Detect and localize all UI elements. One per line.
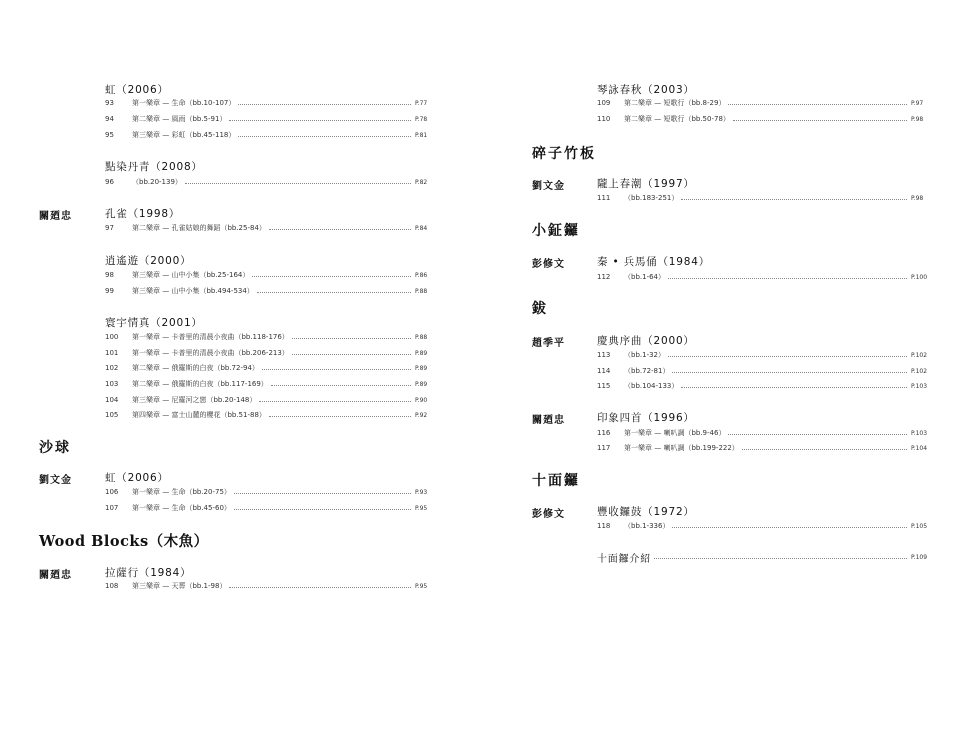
entry-page: P.93 (415, 488, 428, 496)
leader-dots (681, 387, 907, 388)
toc-entry[interactable] (105, 97, 433, 109)
entry-number: 95 (105, 131, 114, 139)
entry-description: 第二樂章 — 風雨（bb.5-91） (132, 115, 227, 123)
work-title: 印象四首（1996） (597, 412, 695, 424)
entry-number: 107 (105, 504, 119, 512)
entry-page: P.109 (911, 553, 928, 561)
toc-entry[interactable] (105, 222, 433, 234)
entry-description: 第一樂章 — 生命（bb.10-107） (132, 99, 236, 107)
leader-dots (271, 385, 411, 386)
work-title: 點染丹青（2008） (105, 161, 203, 173)
leader-dots (292, 354, 411, 355)
composer-name: 彭修文 (532, 509, 565, 520)
toc-entry[interactable] (105, 113, 433, 125)
work-title: 逍遙遊（2000） (105, 255, 192, 267)
intro-entry[interactable] (597, 551, 929, 563)
leader-dots (259, 401, 411, 402)
entry-page: P.102 (911, 351, 928, 359)
entry-description: （bb.72-81） (624, 367, 670, 375)
entry-number: 93 (105, 99, 114, 107)
entry-page: P.92 (415, 411, 428, 419)
toc-entry[interactable] (105, 486, 433, 498)
entry-page: P.84 (415, 224, 428, 232)
composer-name: 關廼忠 (39, 570, 72, 581)
section-heading: 十面鑼 (532, 473, 580, 489)
work-title: 慶典序曲（2000） (597, 335, 695, 347)
entry-number: 97 (105, 224, 114, 232)
leader-dots (234, 509, 411, 510)
entry-description: 第一樂章 — 卡普里的清晨小夜曲（bb.206-213） (132, 349, 289, 357)
entry-number: 112 (597, 273, 611, 281)
entry-page: P.89 (415, 349, 428, 357)
entry-page: P.88 (415, 287, 428, 295)
composer-name: 趙季平 (532, 338, 565, 349)
toc-entry[interactable] (597, 349, 929, 361)
entry-page: P.98 (911, 194, 924, 202)
entry-page: P.103 (911, 429, 928, 437)
leader-dots (668, 278, 907, 279)
leader-dots (238, 104, 411, 105)
entry-description: 第一樂章 — 喇叭調（bb.199-222） (624, 444, 739, 452)
section-heading: 碎子竹板 (532, 146, 596, 162)
entry-number: 114 (597, 367, 611, 375)
entry-number: 94 (105, 115, 114, 123)
entry-number: 116 (597, 429, 611, 437)
toc-entry[interactable] (105, 129, 433, 141)
leader-dots (234, 493, 411, 494)
section-heading: Wood Blocks（木魚） (39, 533, 209, 550)
composer-name: 劉文金 (532, 181, 565, 192)
toc-entry[interactable] (105, 394, 433, 406)
entry-number: 110 (597, 115, 611, 123)
entry-number: 118 (597, 522, 611, 530)
entry-number: 111 (597, 194, 611, 202)
toc-entry[interactable] (105, 347, 433, 359)
entry-description: 第二樂章 — 俄羅斯的白夜（bb.72-94） (132, 364, 259, 372)
leader-dots (257, 292, 411, 293)
entry-description: （bb.1-32） (624, 351, 665, 359)
leader-dots (229, 120, 411, 121)
work-title: 孔雀（1998） (105, 208, 181, 220)
leader-dots (672, 527, 907, 528)
entry-page: P.89 (415, 380, 428, 388)
leader-dots (269, 416, 411, 417)
leader-dots (185, 183, 411, 184)
entry-description: 第二樂章 — 孔雀姑娘的舞蹈（bb.25-84） (132, 224, 266, 232)
toc-entry[interactable] (597, 427, 929, 439)
entry-number: 99 (105, 287, 114, 295)
entry-description: 第一樂章 — 生命（bb.45-60） (132, 504, 231, 512)
work-title: 秦 • 兵馬俑（1984） (597, 256, 710, 268)
entry-description: 第一樂章 — 卡普里的清晨小夜曲（bb.118-176） (132, 333, 289, 341)
entry-page: P.95 (415, 504, 428, 512)
toc-entry[interactable] (597, 365, 929, 377)
toc-entry[interactable] (597, 442, 929, 454)
entry-description: （bb.20-139） (132, 178, 182, 186)
entry-number: 108 (105, 582, 119, 590)
leader-dots (252, 276, 411, 277)
entry-number: 109 (597, 99, 611, 107)
toc-entry[interactable] (105, 378, 433, 390)
work-title: 拉薩行（1984） (105, 567, 192, 579)
entry-description: 第三樂章 — 天葬（bb.1-98） (132, 582, 227, 590)
entry-page: P.104 (911, 444, 928, 452)
work-title: 隴上春潮（1997） (597, 178, 695, 190)
entry-description: 第二樂章 — 短歌行（bb.8-29） (624, 99, 726, 107)
entry-description: 第三樂章 — 山中小集（bb.494-534） (132, 287, 254, 295)
entry-page: P.90 (415, 396, 428, 404)
entry-page: P.95 (415, 582, 428, 590)
toc-entry[interactable] (597, 271, 929, 283)
composer-name: 關廼忠 (39, 211, 72, 222)
work-title: 寰宇情真（2001） (105, 317, 203, 329)
leader-dots (668, 356, 907, 357)
intro-label: 十面鑼介紹 (597, 553, 651, 565)
entry-description: （bb.183-251） (624, 194, 679, 202)
entry-description: 第二樂章 — 俄羅斯的白夜（bb.117-169） (132, 380, 268, 388)
toc-entry[interactable] (597, 192, 929, 204)
entry-description: （bb.1-336） (624, 522, 670, 530)
leader-dots (672, 372, 907, 373)
leader-dots (742, 449, 907, 450)
entry-description: 第一樂章 — 生命（bb.20-75） (132, 488, 231, 496)
entry-page: P.77 (415, 99, 428, 107)
entry-number: 103 (105, 380, 119, 388)
entry-page: P.103 (911, 382, 928, 390)
composer-name: 彭修文 (532, 259, 565, 270)
entry-description: 第四樂章 — 富士山麓的櫻花（bb.51-88） (132, 411, 266, 419)
toc-entry[interactable] (105, 331, 433, 343)
entry-page: P.81 (415, 131, 428, 139)
leader-dots (292, 338, 411, 339)
toc-entry[interactable] (105, 502, 433, 514)
entry-number: 105 (105, 411, 119, 419)
entry-number: 101 (105, 349, 119, 357)
entry-page: P.88 (415, 333, 428, 341)
composer-name: 劉文金 (39, 475, 72, 486)
entry-description: 第一樂章 — 喇叭調（bb.9-46） (624, 429, 726, 437)
entry-page: P.78 (415, 115, 428, 123)
leader-dots (728, 434, 907, 435)
section-heading: 沙球 (39, 440, 71, 456)
leader-dots (269, 229, 411, 230)
entry-page: P.97 (911, 99, 924, 107)
entry-description: 第三樂章 — 尼羅河之戀（bb.20-148） (132, 396, 257, 404)
toc-entry[interactable] (597, 113, 929, 125)
entry-page: P.102 (911, 367, 928, 375)
entry-number: 100 (105, 333, 119, 341)
entry-page: P.100 (911, 273, 928, 281)
entry-page: P.89 (415, 364, 428, 372)
toc-entry[interactable] (597, 97, 929, 109)
leader-dots (229, 587, 411, 588)
toc-entry[interactable] (105, 409, 433, 421)
toc-entry[interactable] (597, 380, 929, 392)
work-title: 虹（2006） (105, 84, 169, 96)
work-title: 虹（2006） (105, 472, 169, 484)
entry-number: 106 (105, 488, 119, 496)
work-title: 琴詠春秋（2003） (597, 84, 695, 96)
entry-number: 98 (105, 271, 114, 279)
entry-description: 第三樂章 — 彩虹（bb.45-118） (132, 131, 236, 139)
entry-description: 第二樂章 — 短歌行（bb.50-78） (624, 115, 730, 123)
entry-number: 96 (105, 178, 114, 186)
composer-name: 關廼忠 (532, 415, 565, 426)
entry-page: P.98 (911, 115, 924, 123)
entry-number: 113 (597, 351, 611, 359)
entry-page: P.86 (415, 271, 428, 279)
toc-entry[interactable] (105, 269, 433, 281)
toc-entry[interactable] (105, 362, 433, 374)
toc-entry[interactable] (105, 285, 433, 297)
leader-dots (733, 120, 907, 121)
entry-number: 102 (105, 364, 119, 372)
leader-dots (681, 199, 907, 200)
entry-page: P.105 (911, 522, 928, 530)
entry-number: 117 (597, 444, 611, 452)
entry-description: （bb.1-64） (624, 273, 665, 281)
section-heading: 鈸 (532, 301, 548, 317)
entry-number: 115 (597, 382, 611, 390)
leader-dots (728, 104, 907, 105)
section-heading: 小鉦鑼 (532, 223, 580, 239)
toc-entry[interactable] (597, 520, 929, 532)
entry-number: 104 (105, 396, 119, 404)
work-title: 豐收鑼鼓（1972） (597, 506, 695, 518)
toc-entry[interactable] (105, 580, 433, 592)
entry-page: P.82 (415, 178, 428, 186)
leader-dots (654, 558, 907, 559)
leader-dots (238, 136, 411, 137)
leader-dots (262, 369, 411, 370)
toc-entry[interactable] (105, 176, 433, 188)
entry-description: 第三樂章 — 山中小集（bb.25-164） (132, 271, 250, 279)
entry-description: （bb.104-133） (624, 382, 679, 390)
